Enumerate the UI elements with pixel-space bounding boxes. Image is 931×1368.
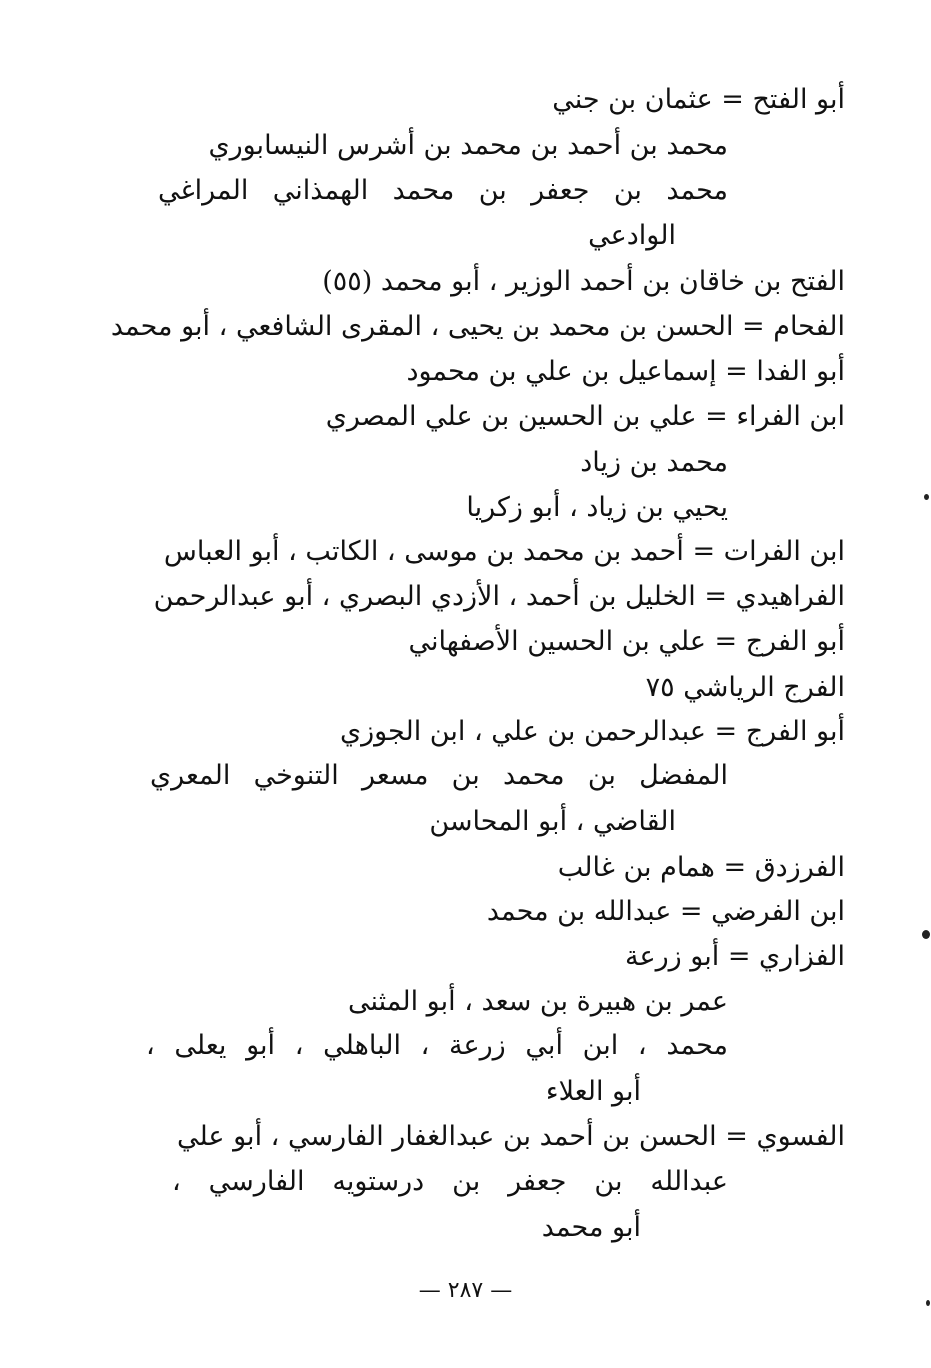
entry-line: يحيي بن زياد ، أبو زكريا: [466, 492, 728, 523]
entry-line: أبو الفرج = عبدالرحمن بن علي ، ابن الجوزي: [339, 716, 845, 747]
entry-line: الفسوي = الحسن بن أحمد بن عبدالغفار الفارسي ، أبو علي: [176, 1121, 845, 1152]
scan-speck: [926, 1300, 930, 1306]
scan-speck: [924, 494, 929, 500]
entry-line: الفحام = الحسن بن محمد بن يحيى ، المقرى الشافعي ، أبو محمد: [110, 311, 845, 342]
entry-line: عبدالله بن جعفر بن درستويه الفارسي ،: [172, 1166, 728, 1197]
entry-line: عمر بن هبيرة بن سعد ، أبو المثنى: [347, 986, 728, 1017]
entry-line: الفزاري = أبو زرعة: [625, 941, 845, 972]
entry-line: أبو الفرج = علي بن الحسين الأصفهاني: [408, 626, 845, 657]
entry-line: الفرج الرياشي ٧٥: [645, 672, 845, 703]
entry-line: ابن الفرضي = عبدالله بن محمد: [486, 896, 845, 927]
entry-line: الوادعي: [588, 220, 676, 251]
entry-line: الفتح بن خاقان بن أحمد الوزير ، أبو محمد (٥٥): [322, 266, 845, 297]
entry-line: أبو العلاء: [545, 1076, 641, 1107]
entry-line: أبو محمد: [541, 1212, 641, 1243]
entry-line: القاضي ، أبو المحاسن: [429, 806, 676, 837]
entry-line: المفضل بن محمد بن مسعر التنوخي المعري: [150, 760, 728, 791]
entry-line: أبو الفدا = إسماعيل بن علي بن محمود: [406, 356, 845, 387]
page-number: — ٢٨٧ —: [418, 1278, 513, 1303]
scan-speck: [922, 930, 930, 939]
entry-line: ابن الفراء = علي بن الحسين بن علي المصري: [325, 401, 845, 432]
entry-line: محمد بن أحمد بن محمد بن أشرس النيسابوري: [208, 130, 728, 161]
entry-line: محمد بن زياد: [580, 447, 728, 478]
entry-line: أبو الفتح = عثمان بن جني: [552, 84, 845, 115]
entry-line: محمد ، ابن أبي زرعة ، الباهلي ، أبو يعلى ،: [146, 1030, 728, 1061]
entry-line: ابن الفرات = أحمد بن محمد بن موسى ، الكاتب ، أبو العباس: [163, 536, 845, 567]
entry-line: الفراهيدي = الخليل بن أحمد ، الأزدي البصري ، أبو عبدالرحمن: [153, 581, 845, 612]
entry-line: الفرزدق = همام بن غالب: [557, 852, 845, 883]
entry-line: محمد بن جعفر بن محمد الهمذاني المراغي: [158, 175, 728, 206]
